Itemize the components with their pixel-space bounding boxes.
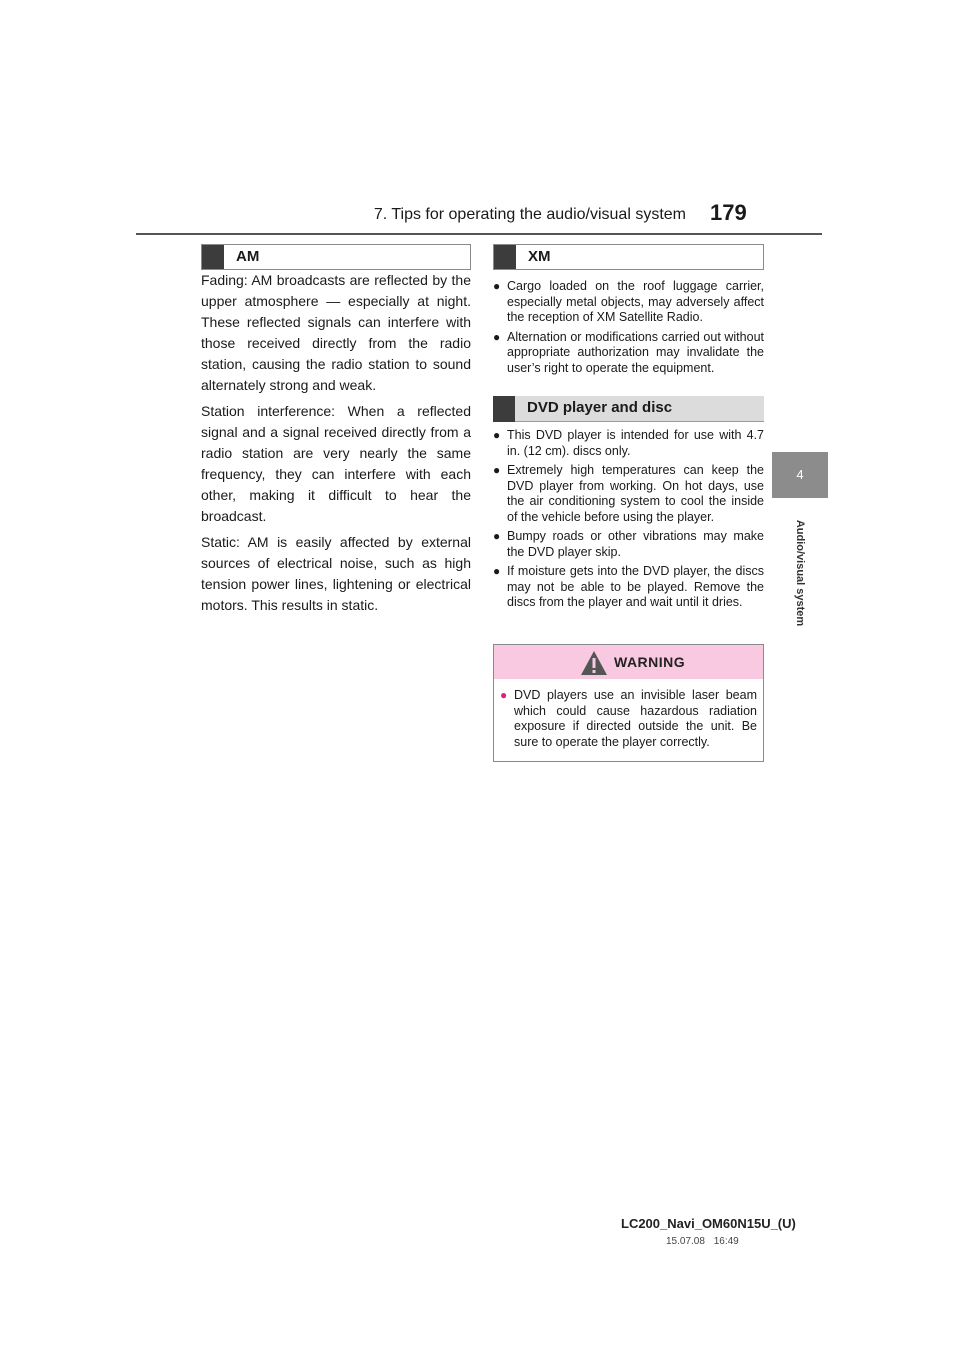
bullet-icon: ● xyxy=(500,688,508,702)
heading-label: DVD player and disc xyxy=(527,399,673,416)
bullet-icon: ● xyxy=(493,279,501,293)
header-rule xyxy=(136,233,822,235)
bullet-icon: ● xyxy=(493,329,501,344)
list-item: ● Alternation or modifications carried out without appropriate authorization may invalidate the user’s right to operate the equipment. xyxy=(493,329,764,375)
warning-body xyxy=(494,679,763,750)
footer-timestamp: 15.07.08 16:49 xyxy=(666,1236,739,1247)
list-item: ● Extremely high temperatures can keep the DVD player from working. On hot days, use the air conditioning system to cool the inside of the vehicle before using the player. xyxy=(493,463,764,524)
heading-label: XM xyxy=(528,248,551,265)
paragraph-fading: Fading: AM broadcasts are reflected by the upper atmosphere — especially at night. These reflected signals can interfere with those received directly from the radio station, causing the radio station to sound alternately strong and weak. xyxy=(201,272,471,393)
section-heading-dvd xyxy=(493,396,764,422)
side-tab-label: Audio/visual system xyxy=(794,519,806,627)
section-heading-am xyxy=(201,244,471,270)
page-number: 179 xyxy=(710,200,747,225)
warning-header xyxy=(494,645,763,679)
warning-text: DVD players use an invisible laser beam which could cause hazardous radiation exposure if directed outside the unit. Be sure to operate the player correctly. xyxy=(514,688,757,749)
heading-marker xyxy=(202,245,224,269)
paragraph-static: Static: AM is easily affected by external sources of electrical noise, such as high tension power lines, lightening or electrical motors. This results in static. xyxy=(201,534,471,613)
side-tab-number: 4 xyxy=(772,452,828,498)
bullet-icon: ● xyxy=(493,428,501,442)
am-body xyxy=(201,270,471,621)
heading-label: AM xyxy=(236,248,260,265)
warning-label: WARNING xyxy=(614,654,686,670)
xm-bullets xyxy=(493,279,764,380)
warning-triangle-icon xyxy=(580,650,608,676)
list-item: ● If moisture gets into the DVD player, the discs may not be able to be played. Remove the discs from the player and wait until it dries. xyxy=(493,564,764,609)
list-item: ● Bumpy roads or other vibrations may make the DVD player skip. xyxy=(493,529,764,559)
warning-box xyxy=(493,644,764,762)
dvd-bullets xyxy=(493,428,764,615)
paragraph-station-interference: Station interference: When a reflected signal and a signal received directly from a radio station are very nearly the same frequency, they can interfere with each other, making it difficult to hear the broadcast. xyxy=(201,403,471,524)
bullet-icon: ● xyxy=(493,463,501,477)
footer-code: LC200_Navi_OM60N15U_(U) xyxy=(621,1216,796,1231)
heading-marker xyxy=(494,245,516,269)
list-item: ● Cargo loaded on the roof luggage carrier, especially metal objects, may adversely affect the reception of XM Satellite Radio. xyxy=(493,279,764,324)
section-heading-xm xyxy=(493,244,764,270)
header-title: 7. Tips for operating the audio/visual system xyxy=(373,206,686,223)
heading-marker xyxy=(493,396,515,422)
bullet-icon: ● xyxy=(493,529,501,543)
bullet-icon: ● xyxy=(493,564,501,578)
list-item: ● This DVD player is intended for use with 4.7 in. (12 cm). discs only. xyxy=(493,428,764,458)
